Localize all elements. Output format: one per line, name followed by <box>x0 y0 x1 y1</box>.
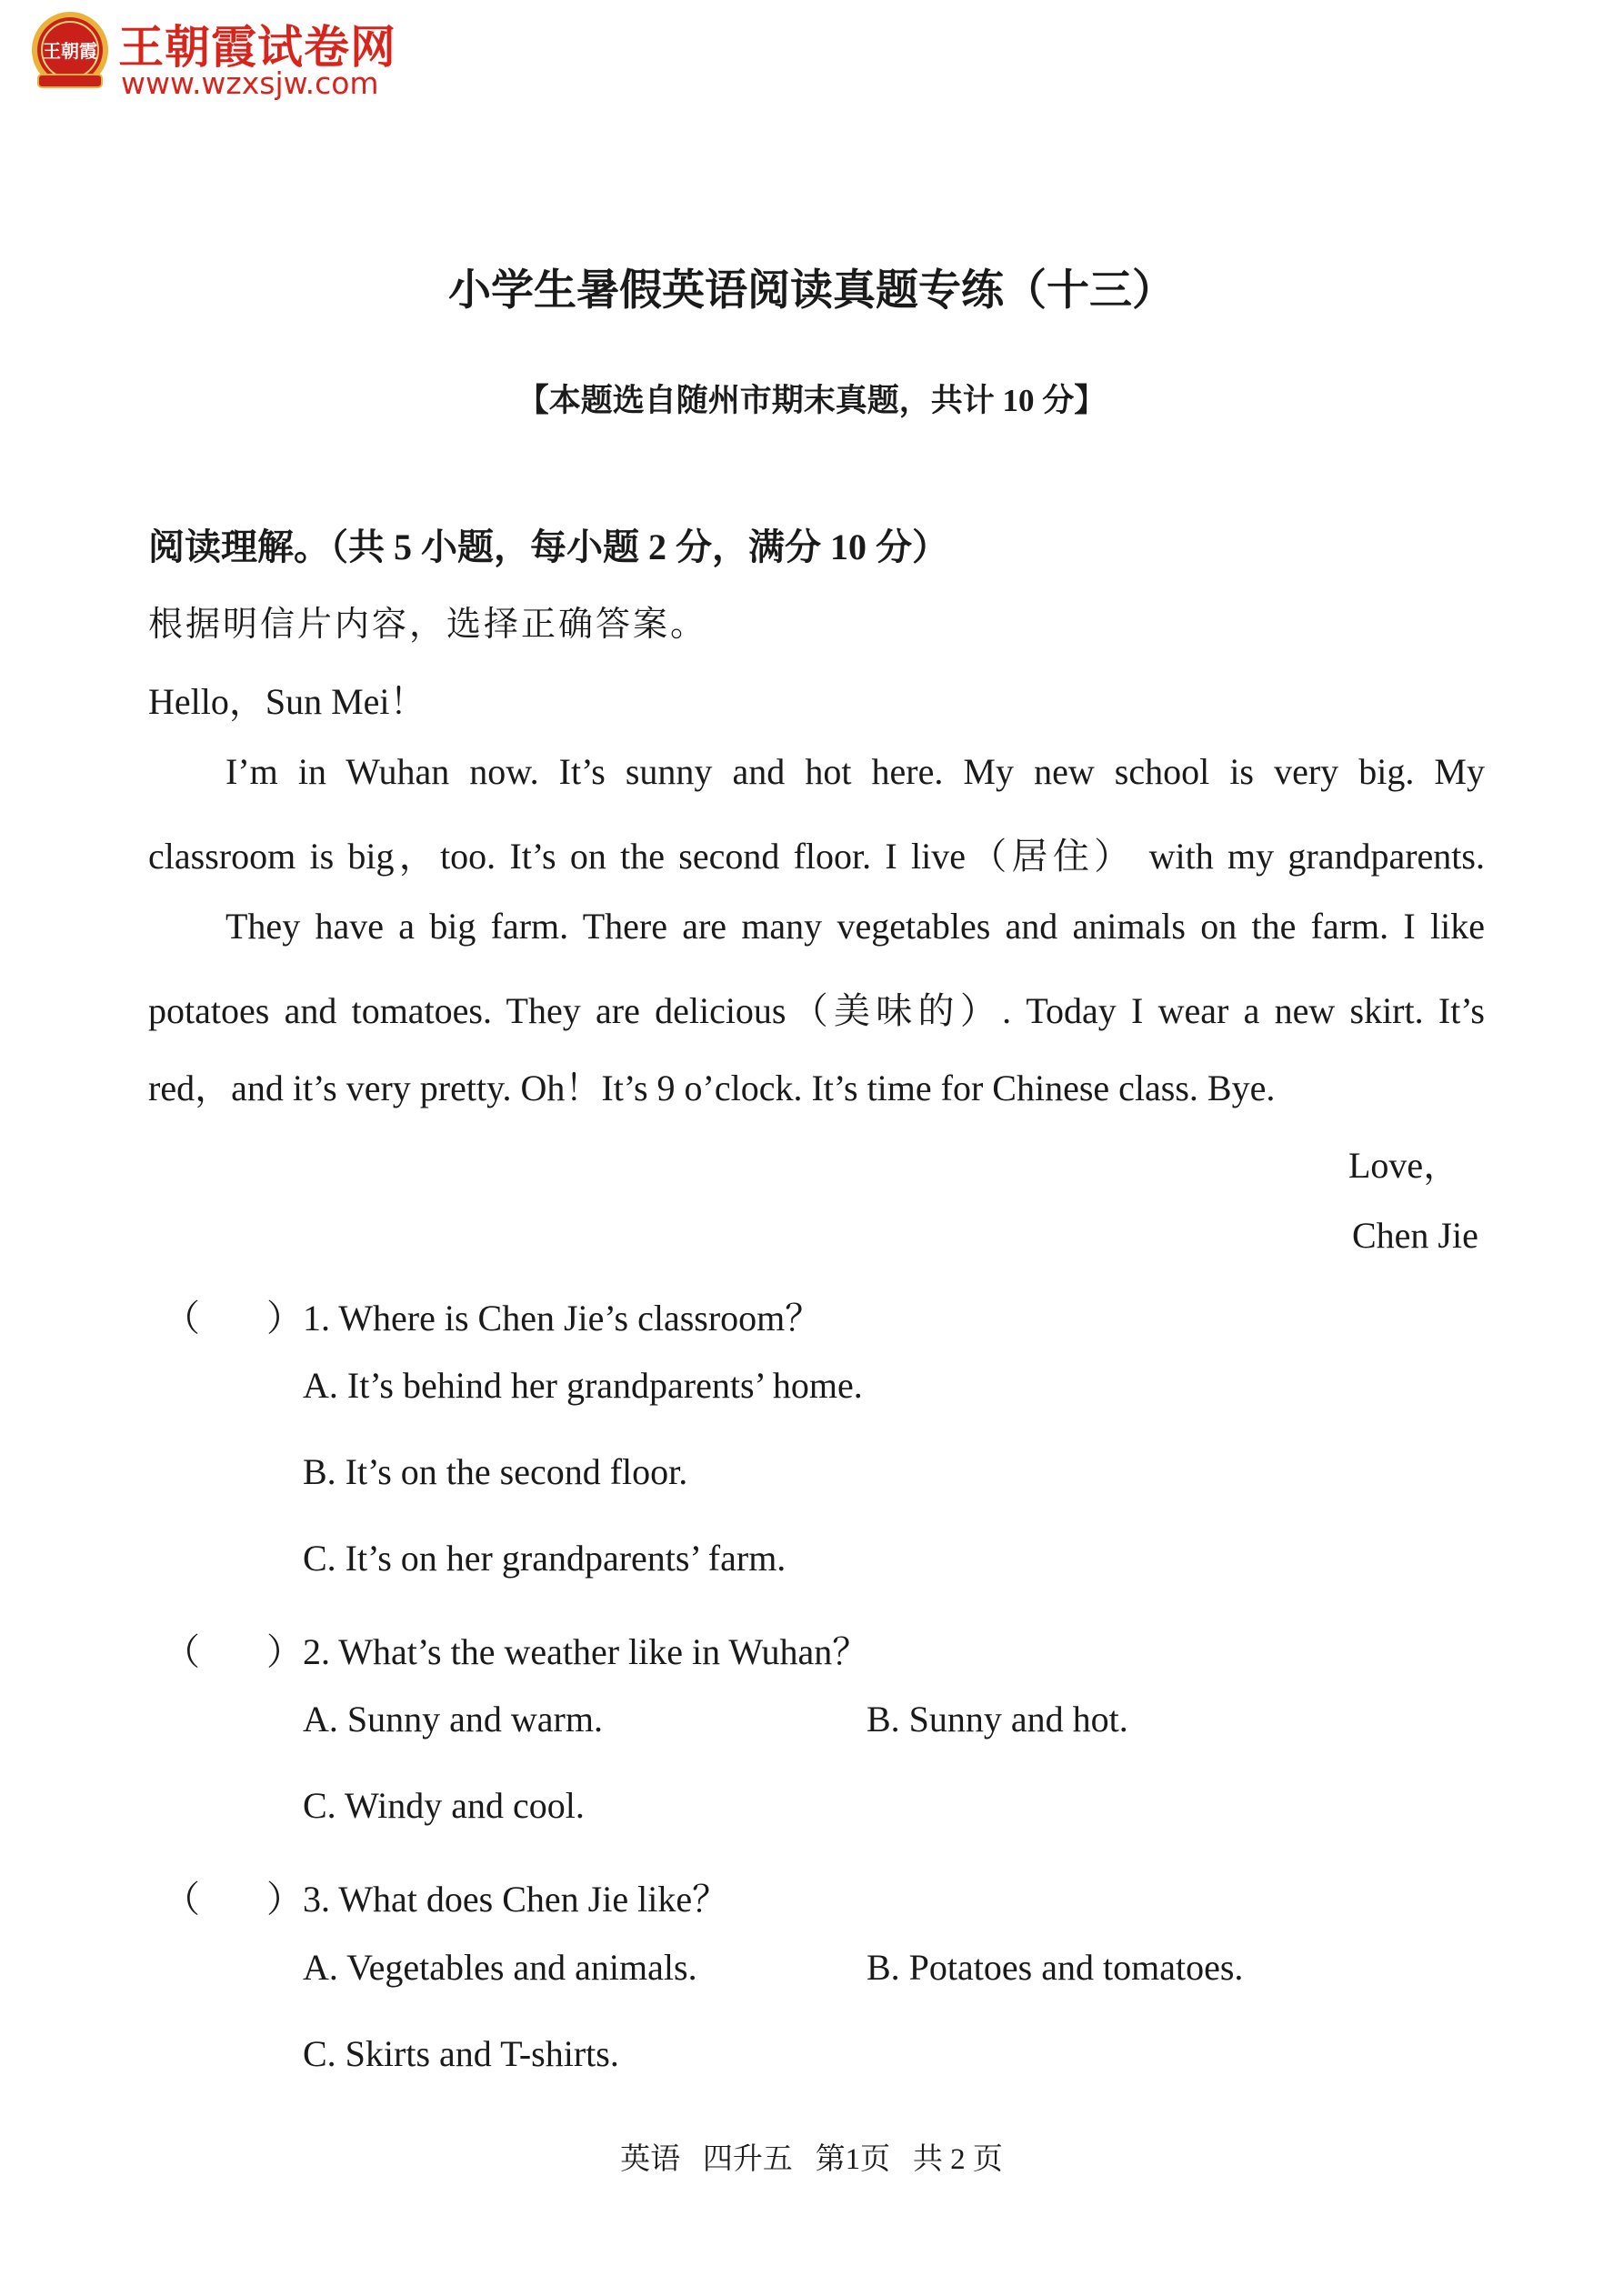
option-b: B. Sunny and hot. <box>867 1699 1128 1740</box>
option-b: B. Potatoes and tomatoes. <box>867 1947 1244 1988</box>
instruction-text: 根据明信片内容，选择正确答案。 <box>148 606 708 644</box>
question-text: 2. What’s the weather like in Wuhan？ <box>303 1631 869 1672</box>
page-footer: 英语 四升五 第1页 共 2 页 <box>620 2143 1003 2176</box>
option-a: A. Vegetables and animals. <box>303 1947 697 1988</box>
option-c: C. Windy and cool. <box>303 1785 585 1826</box>
answer-blank-open[interactable]: （ <box>164 1879 200 1920</box>
letter-closing: Love， <box>1348 1145 1460 1186</box>
answer-blank-close: ） <box>266 1631 303 1672</box>
question-1 <box>0 1289 1623 1338</box>
seal-icon <box>27 9 114 95</box>
letter-line: red，and it’s very pretty. Oh！It’s 9 o’clock. It’s time for Chinese class. Bye. <box>148 1068 1276 1108</box>
brand-url[interactable]: www.wzxsjw.com <box>121 65 379 101</box>
letter-line: classroom is big，too. It’s on the second floor. I live（居住） with my grandparents. <box>148 836 1485 877</box>
page-subtitle: 【本题选自随州市期末真题，共计 10 分】 <box>516 383 1107 418</box>
letter-greeting: Hello，Sun Mei！ <box>148 681 426 722</box>
page-title: 小学生暑假英语阅读真题专练（十三） <box>448 266 1175 316</box>
answer-blank-close: ） <box>266 1298 303 1338</box>
option-a: A. It’s behind her grandparents’ home. <box>303 1365 863 1406</box>
option-c: C. It’s on her grandparents’ farm. <box>303 1538 786 1579</box>
letter-signature: Chen Jie <box>1352 1215 1478 1256</box>
question-text: 1. Where is Chen Jie’s classroom？ <box>303 1298 822 1338</box>
logo-text: 王朝霞 <box>43 40 97 62</box>
option-c: C. Skirts and T-shirts. <box>303 2033 619 2074</box>
brand-logo <box>27 9 114 95</box>
option-b: B. It’s on the second floor. <box>303 1451 688 1492</box>
section-heading: 阅读理解。（共 5 小题，每小题 2 分，满分 10 分） <box>148 526 948 567</box>
letter-line: potatoes and tomatoes. They are delicious（美味的）. Today I wear a new skirt. It’s <box>148 990 1485 1031</box>
option-a: A. Sunny and warm. <box>303 1699 603 1740</box>
answer-blank-open[interactable]: （ <box>164 1631 200 1672</box>
answer-blank-close: ） <box>266 1879 303 1920</box>
question-3 <box>0 1870 1623 1920</box>
letter-line: They have a big farm. There are many vegetables and animals on the farm. I like <box>225 906 1485 947</box>
letter-line: I’m in Wuhan now. It’s sunny and hot here. My new school is very big. My <box>225 751 1485 792</box>
answer-blank-open[interactable]: （ <box>164 1298 200 1338</box>
brand-name: 王朝霞试卷网 <box>118 21 396 74</box>
question-text: 3. What does Chen Jie like？ <box>303 1879 729 1920</box>
question-2 <box>0 1623 1623 1672</box>
